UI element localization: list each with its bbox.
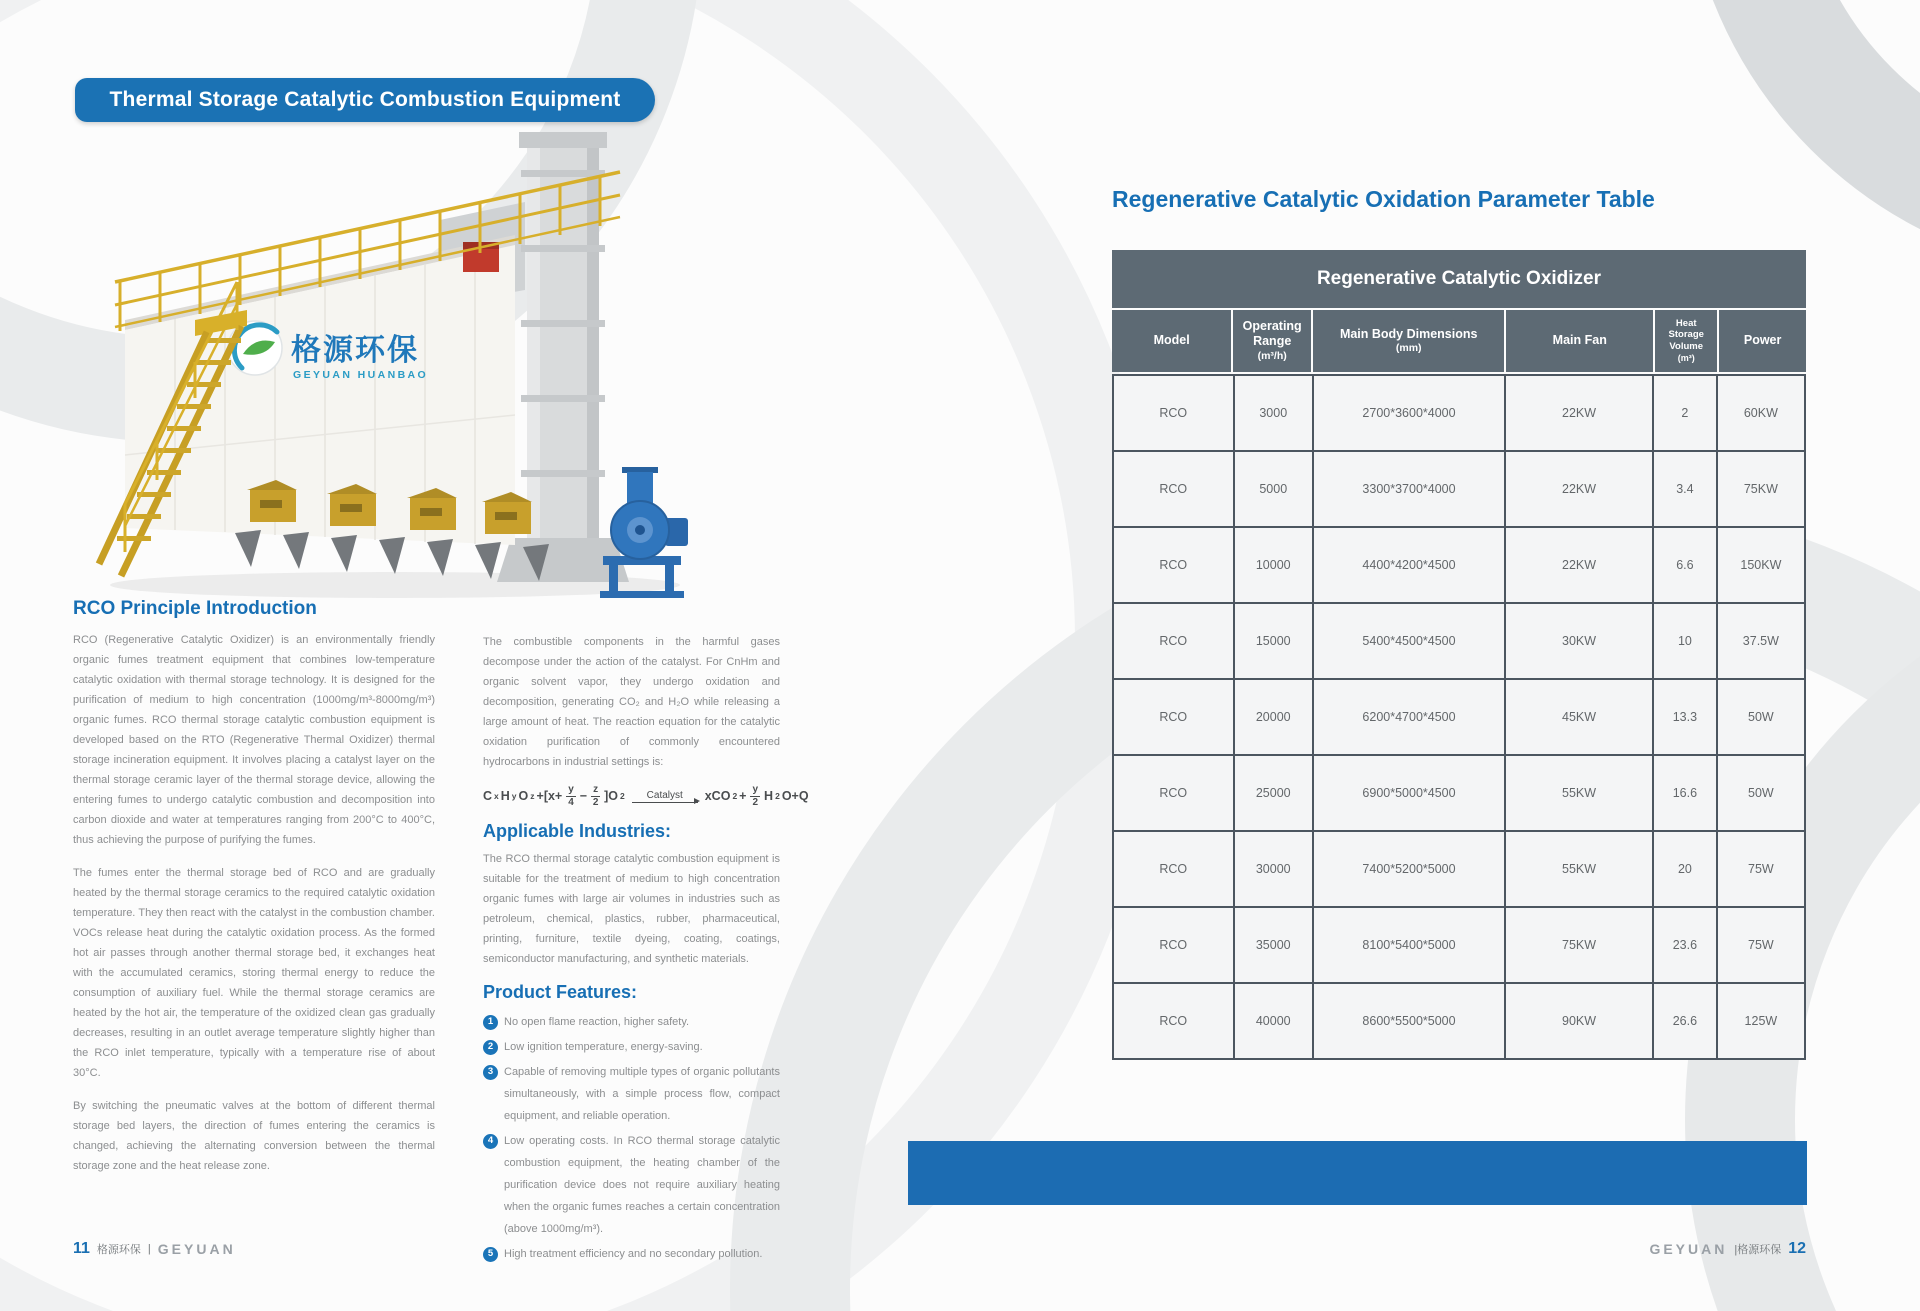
table-cell: RCO bbox=[1114, 604, 1233, 678]
formula-text: xCO bbox=[704, 789, 731, 803]
machine-logo-cn: 格源环保 bbox=[291, 334, 419, 367]
formula-text: O+Q bbox=[781, 789, 809, 803]
brand-separator: | bbox=[147, 1243, 151, 1255]
footer-right bbox=[1112, 1240, 1806, 1258]
page-title: Thermal Storage Catalytic Combustion Equipment bbox=[109, 88, 621, 111]
column-header-label: Operating Range bbox=[1242, 318, 1302, 349]
table-cell: 22KW bbox=[1506, 452, 1652, 526]
column-header-power bbox=[1719, 310, 1806, 372]
fraction-denominator: 4 bbox=[568, 796, 574, 808]
formula-subscript: z bbox=[530, 791, 535, 801]
feature-text: Low operating costs. In RCO thermal storage catalytic combustion equipment, the heating chamber of the purification device does not require auxiliary heating when the organic fumes reaches a certain concentration (above 1000mg/m³). bbox=[504, 1135, 780, 1235]
intro-heading: RCO Principle Introduction bbox=[73, 598, 317, 619]
column-header-unit: (m³) bbox=[1677, 353, 1695, 364]
intro-paragraph-3: By switching the pneumatic valves at the bottom of different thermal storage bed layers, the direction of fumes entering the ceramics is changed, achieving the alternating conversion between the thermal storage zone and the heat release zone. bbox=[73, 1100, 435, 1172]
formula-subscript: 2 bbox=[775, 791, 780, 801]
table-banner: Regenerative Catalytic Oxidizer bbox=[1112, 250, 1806, 308]
feature-item bbox=[483, 1011, 780, 1033]
table-cell: 40000 bbox=[1235, 984, 1312, 1058]
intro-paragraph-1: RCO (Regenerative Catalytic Oxidizer) is an environmentally friendly organic fumes treatment equipment that combines low-temperature catalytic oxidation with thermal storage technology. It is designed for the purification of medium to high concentration (1000mg/m³-8000mg/m³) organic fumes. RCO thermal storage catalytic combustion equipment is developed based on the RTO (Regenerative Thermal Oxidizer) thermal storage incineration equipment. It involves placing a catalyst layer on the thermal storage ceramic layer of the thermal storage device, allowing the entering fumes to undergo catalytic combustion and decomposition into carbon dioxide and water at temperatures ranging from 200°C to 400°C, thus achieving the purpose of purifying the fumes. bbox=[73, 634, 435, 846]
feature-number-badge: 5 bbox=[483, 1247, 498, 1262]
column-header-main-body-dimensions bbox=[1313, 310, 1504, 372]
table-cell: 90KW bbox=[1506, 984, 1652, 1058]
formula-text: H bbox=[500, 789, 510, 803]
features-list bbox=[483, 1011, 780, 1265]
table-cell: 22KW bbox=[1506, 528, 1652, 602]
table-cell: 30000 bbox=[1235, 832, 1312, 906]
table-cell: 50W bbox=[1718, 680, 1804, 754]
column-header-label: Model bbox=[1153, 333, 1190, 348]
swirl-arc bbox=[1740, 0, 1920, 220]
table-cell: 50W bbox=[1718, 756, 1804, 830]
column-header-operating-range bbox=[1233, 310, 1311, 372]
fraction-numerator: z bbox=[593, 784, 599, 795]
formula-text: O bbox=[518, 789, 529, 803]
column-header-label: Main Body Dimensions bbox=[1339, 326, 1478, 341]
table-cell: 5400*4500*4500 bbox=[1314, 604, 1504, 678]
brand-cn-right: |格源环保 bbox=[1734, 1244, 1782, 1256]
column-header-label: Power bbox=[1743, 333, 1782, 348]
brand-cn-left: 格源环保 bbox=[96, 1244, 141, 1256]
formula-text: +[x+ bbox=[536, 789, 563, 803]
reaction-equation bbox=[483, 784, 809, 808]
intro-paragraph-2: The fumes enter the thermal storage bed of RCO and are gradually heated by the thermal storage ceramics to the required catalytic oxidation temperature. They then react with the catalyst in the combustion chamber. VOCs release heat during the catalytic oxidation process. As the formed hot air passes through another thermal storage bed, it exchanges heat with the accumulated ceramics, storing thermal energy to reduce the consumption of auxiliary fuel. While the thermal storage ceramics are heated by the hot air, the temperature of the oxidized clean gas gradually decreases, resulting in an outlet average temperature slightly higher than the RCO inlet temperature, typically with a temperature rise of about 30°C. bbox=[73, 867, 435, 1079]
table-cell: 2700*3600*4000 bbox=[1314, 376, 1504, 450]
table-cell: 7400*5200*5000 bbox=[1314, 832, 1504, 906]
rco-machine-drawing bbox=[95, 130, 690, 600]
arrow-line bbox=[632, 802, 698, 803]
formula-text: H bbox=[764, 789, 774, 803]
table-cell: 60KW bbox=[1718, 376, 1804, 450]
table-cell: 30KW bbox=[1506, 604, 1652, 678]
feature-text: High treatment efficiency and no secondary pollution. bbox=[504, 1248, 763, 1260]
table-cell: 8600*5500*5000 bbox=[1314, 984, 1504, 1058]
table-cell: 15000 bbox=[1235, 604, 1312, 678]
feature-item bbox=[483, 1061, 780, 1127]
table-cell: 35000 bbox=[1235, 908, 1312, 982]
equipment-illustration bbox=[95, 130, 690, 600]
table-header-row bbox=[1112, 310, 1806, 372]
table-cell: 26.6 bbox=[1654, 984, 1716, 1058]
table-cell: 55KW bbox=[1506, 832, 1652, 906]
table-cell: 10 bbox=[1654, 604, 1716, 678]
fraction-denominator: 2 bbox=[592, 796, 599, 808]
column-header-heat-storage-volume bbox=[1655, 310, 1717, 372]
column-header-model bbox=[1112, 310, 1231, 372]
table-cell: 5000 bbox=[1235, 452, 1312, 526]
fraction-denominator: 2 bbox=[752, 796, 759, 808]
formula-subscript: y bbox=[511, 791, 517, 801]
machine-logo-en: GEYUAN HUANBAO bbox=[293, 369, 429, 381]
intro-text-column bbox=[73, 630, 435, 1189]
formula-subscript: x bbox=[494, 791, 499, 801]
table-cell: 23.6 bbox=[1654, 908, 1716, 982]
feature-number-badge: 3 bbox=[483, 1065, 498, 1080]
catalyst-paragraph: The combustible components in the harmful gases decompose under the action of the catalyst. For CnHm and organic solvent vapor, they undergo oxidation and decomposition, generating CO₂ and H₂O while releasing a large amount of heat. The reaction equation for the catalytic oxidation purification of commonly encountered hydrocarbons in industrial settings is: bbox=[483, 636, 780, 768]
table-cell: RCO bbox=[1114, 528, 1233, 602]
table-cell: 6900*5000*4500 bbox=[1314, 756, 1504, 830]
feature-item bbox=[483, 1243, 780, 1265]
formula-text: − bbox=[579, 789, 588, 803]
table-cell: 75W bbox=[1718, 908, 1804, 982]
industries-paragraph: The RCO thermal storage catalytic combustion equipment is suitable for the treatment of medium to high concentration organic fumes with large air volumes in industries such as petroleum, chemical, plastics, rubber, pharmaceutical, printing, furniture, textile dyeing, coating, coatings, semiconductor manufacturing, and synthetic materials. bbox=[483, 853, 780, 965]
table-cell: 37.5W bbox=[1718, 604, 1804, 678]
parameter-table-title: Regenerative Catalytic Oxidation Parameter Table bbox=[1112, 186, 1655, 212]
table-body bbox=[1112, 374, 1806, 1060]
table-cell: 6.6 bbox=[1654, 528, 1716, 602]
table-cell: 55KW bbox=[1506, 756, 1652, 830]
column-header-unit: (mm) bbox=[1395, 342, 1422, 355]
table-cell: RCO bbox=[1114, 376, 1233, 450]
table-cell: 20 bbox=[1654, 832, 1716, 906]
formula-fraction bbox=[591, 784, 600, 808]
formula-text: ]O bbox=[604, 789, 618, 803]
table-cell: 3000 bbox=[1235, 376, 1312, 450]
table-cell: 20000 bbox=[1235, 680, 1312, 754]
feature-text: Low ignition temperature, energy-saving. bbox=[504, 1041, 703, 1053]
table-cell: 6200*4700*4500 bbox=[1314, 680, 1504, 754]
catalyst-arrow bbox=[632, 790, 698, 803]
fan-unit bbox=[600, 467, 688, 598]
column-header-label: Main Fan bbox=[1552, 333, 1607, 348]
table-cell: 22KW bbox=[1506, 376, 1652, 450]
table-cell: RCO bbox=[1114, 908, 1233, 982]
formula-text: + bbox=[739, 789, 747, 803]
feature-number-badge: 4 bbox=[483, 1134, 498, 1149]
formula-fraction bbox=[750, 784, 760, 808]
fraction-numerator: y bbox=[568, 784, 574, 795]
formula-subscript: 2 bbox=[620, 791, 625, 801]
table-cell: 3300*3700*4000 bbox=[1314, 452, 1504, 526]
page-title-banner bbox=[75, 78, 655, 122]
blue-accent-bar bbox=[908, 1141, 1807, 1205]
brand-logo-right: GEYUAN bbox=[1649, 1241, 1728, 1257]
footer-left bbox=[73, 1240, 236, 1258]
table-cell: 150KW bbox=[1718, 528, 1804, 602]
features-heading: Product Features: bbox=[483, 982, 638, 1002]
page-number-left: 11 bbox=[73, 1240, 90, 1257]
table-cell: 2 bbox=[1654, 376, 1716, 450]
table-cell: 25000 bbox=[1235, 756, 1312, 830]
column-header-label: Heat Storage Volume bbox=[1668, 317, 1704, 353]
table-cell: 8100*5400*5000 bbox=[1314, 908, 1504, 982]
table-cell: 4400*4200*4500 bbox=[1314, 528, 1504, 602]
formula-text: C bbox=[483, 789, 493, 803]
formula-fraction bbox=[566, 784, 576, 808]
feature-text: Capable of removing multiple types of organic pollutants simultaneously, with a simple process flow, compact equipment, and reliable operation. bbox=[504, 1066, 780, 1122]
table-cell: RCO bbox=[1114, 452, 1233, 526]
feature-text: No open flame reaction, higher safety. bbox=[504, 1016, 690, 1028]
table-cell: RCO bbox=[1114, 832, 1233, 906]
table-cell: 16.6 bbox=[1654, 756, 1716, 830]
feature-number-badge: 2 bbox=[483, 1040, 498, 1055]
page-number-right: 12 bbox=[1788, 1240, 1806, 1257]
table-cell: 13.3 bbox=[1654, 680, 1716, 754]
table-cell: 75KW bbox=[1506, 908, 1652, 982]
table-cell: RCO bbox=[1114, 756, 1233, 830]
fraction-numerator: y bbox=[752, 784, 759, 795]
table-cell: 125W bbox=[1718, 984, 1804, 1058]
table-cell: 75W bbox=[1718, 832, 1804, 906]
table-cell: RCO bbox=[1114, 680, 1233, 754]
industries-heading: Applicable Industries: bbox=[483, 821, 672, 841]
parameter-table bbox=[1112, 250, 1806, 1060]
table-cell: 45KW bbox=[1506, 680, 1652, 754]
catalyst-label: Catalyst bbox=[646, 789, 683, 801]
feature-item bbox=[483, 1130, 780, 1240]
column-header-unit: (m³/h) bbox=[1257, 350, 1287, 363]
middle-text-column bbox=[483, 632, 809, 1268]
feature-number-badge: 1 bbox=[483, 1015, 498, 1030]
table-cell: RCO bbox=[1114, 984, 1233, 1058]
column-header-main-fan bbox=[1506, 310, 1653, 372]
table-cell: 10000 bbox=[1235, 528, 1312, 602]
table-cell: 3.4 bbox=[1654, 452, 1716, 526]
table-cell: 75KW bbox=[1718, 452, 1804, 526]
formula-subscript: 2 bbox=[732, 791, 738, 801]
brand-logo-left: GEYUAN bbox=[157, 1241, 236, 1257]
feature-item bbox=[483, 1036, 780, 1058]
